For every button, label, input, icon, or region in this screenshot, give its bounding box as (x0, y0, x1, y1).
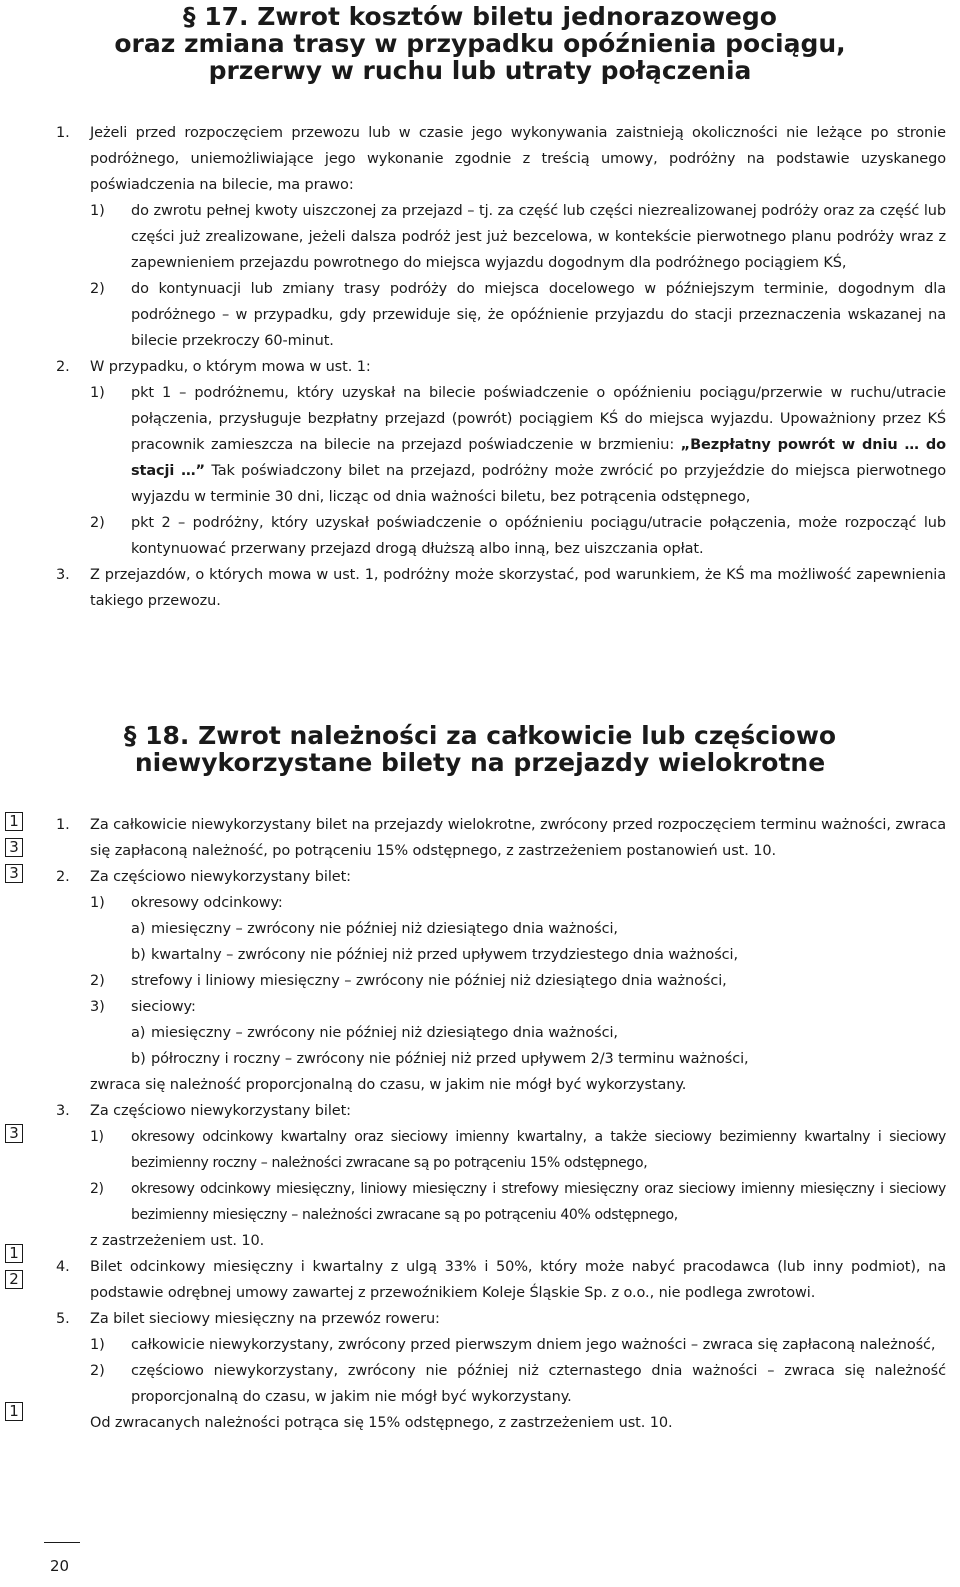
section-17-body (56, 120, 946, 614)
paragraph-5 (56, 1306, 946, 1332)
section-17-title (0, 3, 960, 84)
sub-list-item-letter: a) (131, 921, 146, 937)
paragraph-tail: Od zwracanych należności potrąca się 15% odstępnego, z zastrzeżeniem ust. 10. (90, 1415, 673, 1431)
paragraph-number: 1. (56, 125, 70, 141)
list-item-text: całkowicie niewykorzystany, zwrócony przed pierwszym dniem jego ważności – zwraca się zapłaconą należność, (131, 1337, 936, 1353)
paragraph-text: Za całkowicie niewykorzystany bilet na przejazdy wielokrotne, zwrócony przed rozpoczęciem terminu ważności, zwraca się zapłaconą należność, po potrąceniu 15% odstępnego, z zastrzeżeniem postanowień ust. 10. (90, 817, 946, 859)
sub-list-item-text: półroczny i roczny – zwrócony nie później niż przed upływem 2/3 terminu ważności, (151, 1051, 749, 1067)
list-item-text: sieciowy: (131, 999, 196, 1015)
paragraph-text: W przypadku, o którym mowa w ust. 1: (90, 359, 371, 375)
section-18-body (56, 812, 946, 1436)
sub-list-item-text: miesięczny – zwrócony nie później niż dziesiątego dnia ważności, (151, 921, 618, 937)
margin-marker: 3 (5, 864, 23, 883)
list-item-number: 2) (90, 281, 105, 297)
list-item (56, 890, 946, 916)
list-item-number: 1) (90, 203, 105, 219)
margin-marker: 3 (5, 838, 23, 857)
footer-rule (44, 1542, 80, 1543)
paragraph-number: 5. (56, 1311, 70, 1327)
paragraph-1 (56, 120, 946, 198)
paragraph-text: Za częściowo niewykorzystany bilet: (90, 1103, 351, 1119)
sub-list-item-letter: a) (131, 1025, 146, 1041)
list-item-number: 1) (90, 1337, 105, 1353)
list-item (56, 994, 946, 1020)
list-item (56, 276, 946, 354)
endorsement-text: „Bezpłatny powrót w dniu … do stacji …” (131, 437, 946, 479)
list-item-number: 3) (90, 999, 105, 1015)
list-item-text: okresowy odcinkowy miesięczny, liniowy miesięczny i strefowy miesięczny oraz sieciowy imienny miesięczny i sieciowy bezimienny miesięczny – należności zwracane są po potrąceniu 40% odstępnego, (131, 1181, 946, 1223)
list-item-number: 2) (90, 973, 105, 989)
list-item-number: 2) (90, 1181, 104, 1197)
sub-list-item-text: kwartalny – zwrócony nie później niż przed upływem trzydziestego dnia ważności, (151, 947, 738, 963)
sub-list-item (56, 1046, 946, 1072)
paragraph-number: 2. (56, 359, 70, 375)
sub-list-item-text: miesięczny – zwrócony nie później niż dziesiątego dnia ważności, (151, 1025, 618, 1041)
section-17-title-line: przerwy w ruchu lub utraty połączenia (208, 56, 752, 85)
section-18-title-line: niewykorzystane bilety na przejazdy wielokrotne (134, 748, 826, 777)
paragraph-text: Za bilet sieciowy miesięczny na przewóz roweru: (90, 1311, 440, 1327)
sub-list-item (56, 942, 946, 968)
list-item (56, 1358, 946, 1410)
section-17-title-line: oraz zmiana trasy w przypadku opóźnienia pociągu, (114, 29, 846, 58)
paragraph-text: Jeżeli przed rozpoczęciem przewozu lub w czasie jego wykonywania zaistnieją okoliczności nie leżące po stronie podróżnego, uniemożliwiające jego wykonanie zgodnie z treścią umowy, podróżny na podstawie uzyskanego poświadczenia na bilecie, ma prawo: (90, 125, 946, 193)
list-item (56, 510, 946, 562)
list-item-text: pkt 2 – podróżny, który uzyskał poświadczenie o opóźnieniu pociągu/utracie połączenia, może rozpocząć lub kontynuować przerwany przejazd drogą dłuższą albo inną, bez uiszczania opłat. (131, 515, 946, 557)
margin-marker: 1 (5, 1244, 23, 1263)
paragraph-tail: zwraca się należność proporcjonalną do czasu, w jakim nie mógł być wykorzystany. (90, 1077, 687, 1093)
paragraph-2 (56, 354, 946, 380)
section-18-title-line: § 18. Zwrot należności za całkowicie lub częściowo (123, 721, 837, 750)
section-18-title (0, 722, 960, 776)
list-item-number: 1) (90, 385, 105, 401)
paragraph-text: Za częściowo niewykorzystany bilet: (90, 869, 351, 885)
list-item-number: 1) (90, 1129, 104, 1145)
list-item (56, 1176, 946, 1228)
list-item-text: Tak poświadczony bilet na przejazd, podróżny może zwrócić po przyjeździe do miejsca pierwotnego wyjazdu w terminie 30 dni, licząc od dnia ważności biletu, bez potrącenia odstępnego, (131, 463, 946, 505)
margin-marker: 1 (5, 812, 23, 831)
paragraph-1 (56, 812, 946, 864)
sub-list-item-letter: b) (131, 947, 146, 963)
list-item-text: okresowy odcinkowy: (131, 895, 283, 911)
list-item-number: 1) (90, 895, 105, 911)
margin-marker: 2 (5, 1270, 23, 1289)
list-item (56, 1124, 946, 1176)
margin-marker: 1 (5, 1402, 23, 1421)
list-item-text: pkt 1 – podróżnemu, który uzyskał na bilecie poświadczenie o opóźnieniu pociągu/przerwie w ruchu/utracie połączenia, przysługuje bezpłatny przejazd (powrót) pociągiem KŚ do miejsca wyjazdu. Upoważniony przez KŚ pracownik zamieszcza na bilecie na przejazd poświadczenie w brzmieniu: (131, 385, 946, 453)
paragraph-3 (56, 1098, 946, 1124)
list-item-text: do kontynuacji lub zmiany trasy podróży do miejsca docelowego w późniejszym terminie, dogodnym dla podróżnego – w przypadku, gdy przewiduje się, że opóźnienie przyjazdu do stacji przeznaczenia wskazanej na bilecie przekroczy 60-minut. (131, 281, 946, 349)
list-item (56, 968, 946, 994)
list-item-number: 2) (90, 515, 105, 531)
list-item-text: do zwrotu pełnej kwoty uiszczonej za przejazd – tj. za część lub części niezrealizowanej podróży oraz za część lub części już zrealizowane, jeżeli dalsza podróż jest już bezcelowa, w kontekście pierwotnego planu podróży wraz z zapewnieniem przejazdu powrotnego do miejsca wyjazdu dogodnym dla podróżnego pociągiem KŚ, (131, 203, 946, 271)
sub-list-item (56, 916, 946, 942)
margin-marker: 3 (5, 1124, 23, 1143)
list-item (56, 198, 946, 276)
sub-list-item-letter: b) (131, 1051, 146, 1067)
paragraph-2 (56, 864, 946, 890)
paragraph-number: 1. (56, 817, 70, 833)
paragraph-tail: z zastrzeżeniem ust. 10. (90, 1233, 265, 1249)
paragraph-text: Z przejazdów, o których mowa w ust. 1, podróżny może skorzystać, pod warunkiem, że KŚ ma możliwość zapewnienia takiego przewozu. (90, 567, 946, 609)
list-item (56, 1332, 946, 1358)
page-number: 20 (50, 1557, 70, 1575)
paragraph-number: 3. (56, 1103, 70, 1119)
sub-list-item (56, 1020, 946, 1046)
paragraph-3 (56, 562, 946, 614)
section-17-title-line: § 17. Zwrot kosztów biletu jednorazowego (183, 2, 777, 31)
list-item-text: okresowy odcinkowy kwartalny oraz sieciowy imienny kwartalny, a także sieciowy bezimienny kwartalny i sieciowy bezimienny roczny – należności zwracane są po potrąceniu 15% odstępnego, (131, 1129, 946, 1171)
paragraph-text: Bilet odcinkowy miesięczny i kwartalny z ulgą 33% i 50%, który może nabyć pracodawca (lub inny podmiot), na podstawie odrębnej umowy zawartej z przewoźnikiem Koleje Śląskie Sp. z o.o., nie podlega zwrotowi. (90, 1259, 946, 1301)
list-item (56, 380, 946, 510)
list-item-text: strefowy i liniowy miesięczny – zwrócony nie później niż dziesiątego dnia ważności, (131, 973, 727, 989)
paragraph-number: 3. (56, 567, 70, 583)
paragraph-4 (56, 1254, 946, 1306)
paragraph-number: 2. (56, 869, 70, 885)
list-item-text: częściowo niewykorzystany, zwrócony nie później niż czternastego dnia ważności – zwraca się należność proporcjonalną do czasu, w jakim nie mógł być wykorzystany. (131, 1363, 946, 1405)
list-item-number: 2) (90, 1363, 105, 1379)
paragraph-number: 4. (56, 1259, 70, 1275)
